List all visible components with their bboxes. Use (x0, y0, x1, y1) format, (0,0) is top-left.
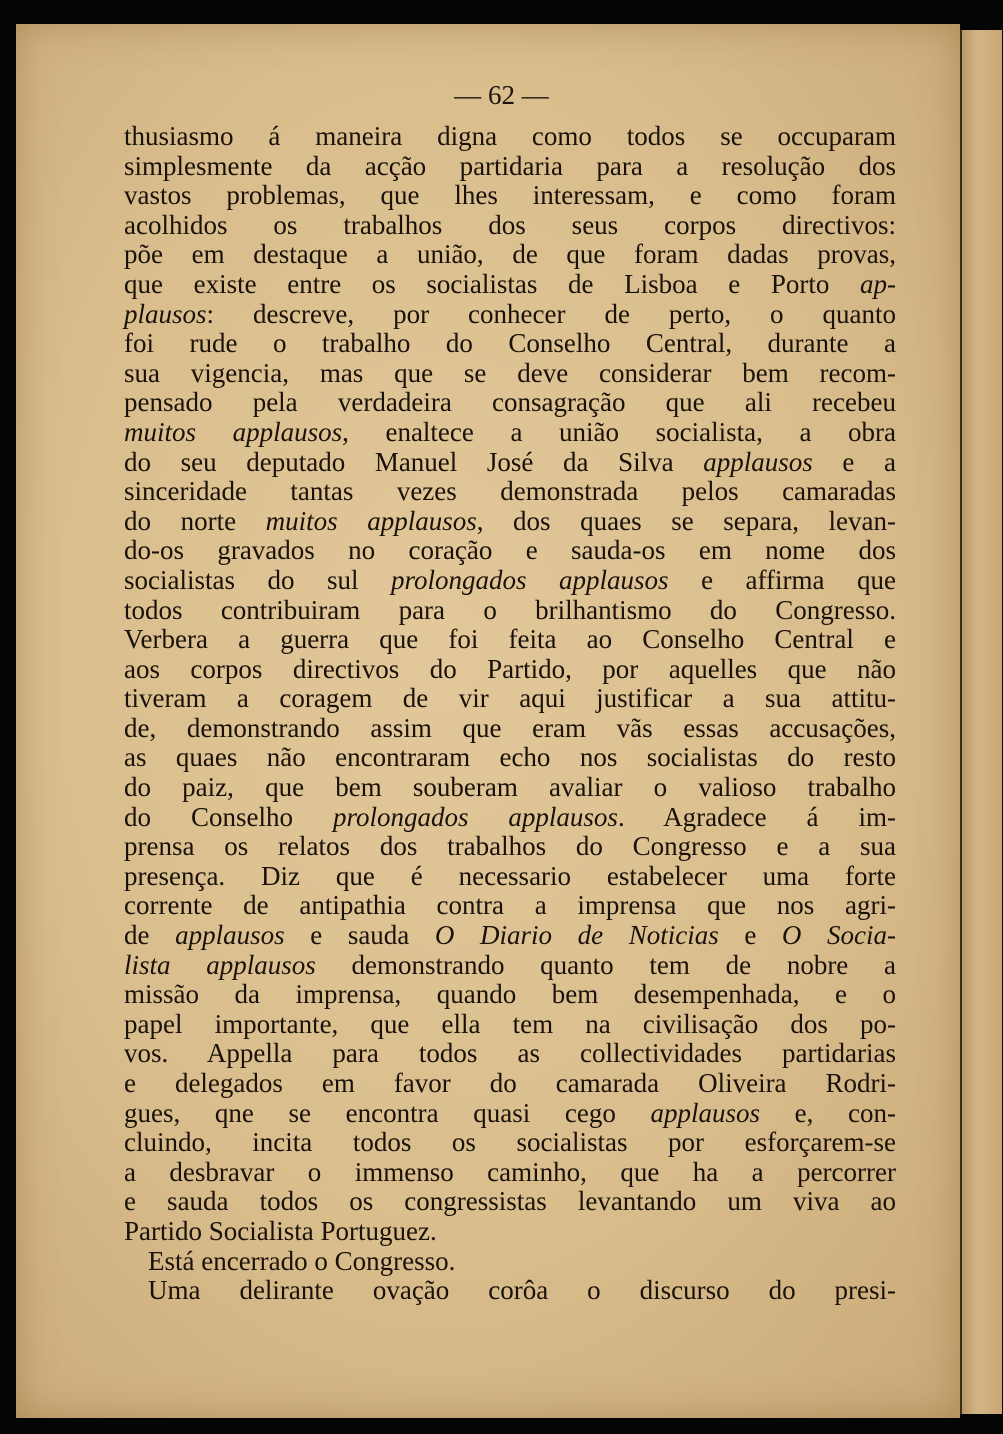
text-line (124, 388, 896, 418)
text-segment: e delegados em favor do camarada Oliveira Rodri- (124, 1068, 896, 1098)
text-segment: e a (812, 446, 896, 477)
text-line (124, 596, 896, 626)
text-segment: do seu deputado Manuel José da Silva (124, 446, 704, 477)
text-segment: que existe entre os socialistas de Lisboa e Porto (124, 268, 860, 299)
text-segment: e sauda (284, 920, 435, 951)
italic-text-segment: plausos (124, 298, 207, 329)
text-line (124, 477, 896, 507)
text-segment: Verbera a guerra que foi feita ao Conselho Central e (124, 624, 896, 655)
text-segment: vos. Appella para todos as collectividades partidarias (124, 1038, 896, 1069)
text-segment: , dos quaes se separa, levan- (476, 505, 896, 536)
text-line (124, 566, 896, 596)
text-segment: presença. Diz que é necessario estabelecer uma forte (124, 860, 896, 891)
text-segment: e, con- (760, 1097, 896, 1128)
text-segment: missão da imprensa, quando bem desempenhada, e o (124, 979, 896, 1010)
text-segment: do norte (124, 505, 266, 536)
text-segment: do-os gravados no coração e sauda-os em nome dos (124, 535, 896, 566)
text-segment: Está encerrado o Congresso. (148, 1245, 456, 1276)
text-line (124, 1099, 896, 1129)
text-line (124, 211, 896, 241)
text-segment: . Agradece á im- (617, 801, 896, 832)
text-line (124, 300, 896, 330)
text-line (124, 832, 896, 862)
italic-text-segment: O Diario de Noticias (434, 920, 719, 951)
italic-text-segment: prolongados applausos (332, 801, 618, 832)
text-line (124, 951, 896, 981)
text-segment: e sauda todos os congressistas levantando um viva ao (124, 1186, 896, 1217)
text-segment: socialistas do sul (124, 564, 392, 595)
text-line (124, 536, 896, 566)
text-segment: vastos problemas, que lhes interessam, e como foram (124, 180, 896, 211)
next-page-edge (960, 30, 1002, 1414)
text-segment: Uma delirante ovação corôa o discurso do presi- (148, 1275, 896, 1306)
text-line (124, 862, 896, 892)
text-segment: de (124, 920, 176, 951)
text-segment: foi rude o trabalho do Conselho Central, durante a (124, 328, 896, 359)
page-number: — 62 — (454, 80, 549, 110)
text-line (124, 181, 896, 211)
italic-text-segment: ap- (860, 268, 896, 299)
body-text (124, 122, 896, 1306)
italic-text-segment: applausos (703, 446, 813, 477)
text-segment: põe em destaque a união, de que foram dadas provas, (124, 239, 896, 270)
text-segment: Partido Socialista Portuguez. (124, 1215, 437, 1246)
text-segment: gues, qne se encontra quasi cego (124, 1097, 651, 1128)
italic-text-segment: muitos applausos (265, 505, 477, 536)
text-line (124, 980, 896, 1010)
text-segment: , enaltece a união socialista, a obra (342, 416, 896, 447)
text-segment: prensa os relatos dos trabalhos do Congresso e a sua (124, 831, 896, 862)
text-line (124, 773, 896, 803)
text-segment: de, demonstrando assim que eram vãs essas accusações, (124, 712, 896, 743)
italic-text-segment: O Socia- (781, 920, 897, 951)
text-segment: simplesmente da acção partidaria para a resolução dos (124, 150, 896, 181)
text-segment: e affirma que (668, 564, 897, 595)
text-line (124, 122, 896, 152)
italic-text-segment: lista applausos (124, 949, 316, 980)
text-line (124, 418, 896, 448)
text-line (124, 625, 896, 655)
text-segment: corrente de antipathia contra a imprensa que nos agri- (124, 890, 896, 921)
text-line (124, 1039, 896, 1069)
text-segment: aos corpos directivos do Partido, por aquelles que não (124, 653, 896, 684)
text-segment: do Conselho (124, 801, 333, 832)
text-segment: : descreve, por conhecer de perto, o quanto (206, 298, 896, 329)
text-segment: as quaes não encontraram echo nos socialistas do resto (124, 742, 896, 773)
italic-text-segment: applausos (650, 1097, 760, 1128)
text-line (124, 240, 896, 270)
text-line (124, 1217, 896, 1247)
text-segment: pensado pela verdadeira consagração que ali recebeu (124, 387, 896, 418)
text-line (124, 1069, 896, 1099)
text-line (124, 1276, 896, 1306)
italic-text-segment: applausos (175, 920, 285, 951)
text-line (124, 743, 896, 773)
italic-text-segment: prolongados applausos (391, 564, 669, 595)
text-segment: cluindo, incita todos os socialistas por esforçarem-se (124, 1127, 896, 1158)
text-line (124, 152, 896, 182)
text-segment: demonstrando quanto tem de nobre a (315, 949, 897, 980)
text-segment: acolhidos os trabalhos dos seus corpos directivos: (124, 209, 896, 240)
text-line (124, 891, 896, 921)
text-line (124, 714, 896, 744)
text-segment: papel importante, que ella tem na civilisação dos po- (124, 1008, 896, 1039)
text-line (124, 270, 896, 300)
text-segment: do paiz, que bem souberam avaliar o valioso trabalho (124, 772, 896, 803)
text-line (124, 329, 896, 359)
text-line (124, 359, 896, 389)
text-segment: sinceridade tantas vezes demonstrada pelos camaradas (124, 476, 896, 507)
text-segment: sua vigencia, mas que se deve considerar bem recom- (124, 357, 896, 388)
text-segment: tiveram a coragem de vir aqui justificar a sua attitu- (124, 683, 896, 714)
text-line (124, 655, 896, 685)
text-line (124, 921, 896, 951)
text-segment: e (718, 920, 782, 951)
italic-text-segment: muitos applausos (124, 416, 343, 447)
text-line (124, 448, 896, 478)
text-segment: thusiasmo á maneira digna como todos se occuparam (124, 121, 896, 151)
text-line (124, 1010, 896, 1040)
text-segment: a desbravar o immenso caminho, que ha a percorrer (124, 1156, 896, 1187)
text-line (124, 1158, 896, 1188)
text-line (124, 1187, 896, 1217)
text-line (124, 507, 896, 537)
text-line (124, 1128, 896, 1158)
text-segment: todos contribuiram para o brilhantismo do Congresso. (124, 594, 896, 625)
text-line (124, 803, 896, 833)
text-line (124, 684, 896, 714)
text-line (124, 1247, 896, 1277)
